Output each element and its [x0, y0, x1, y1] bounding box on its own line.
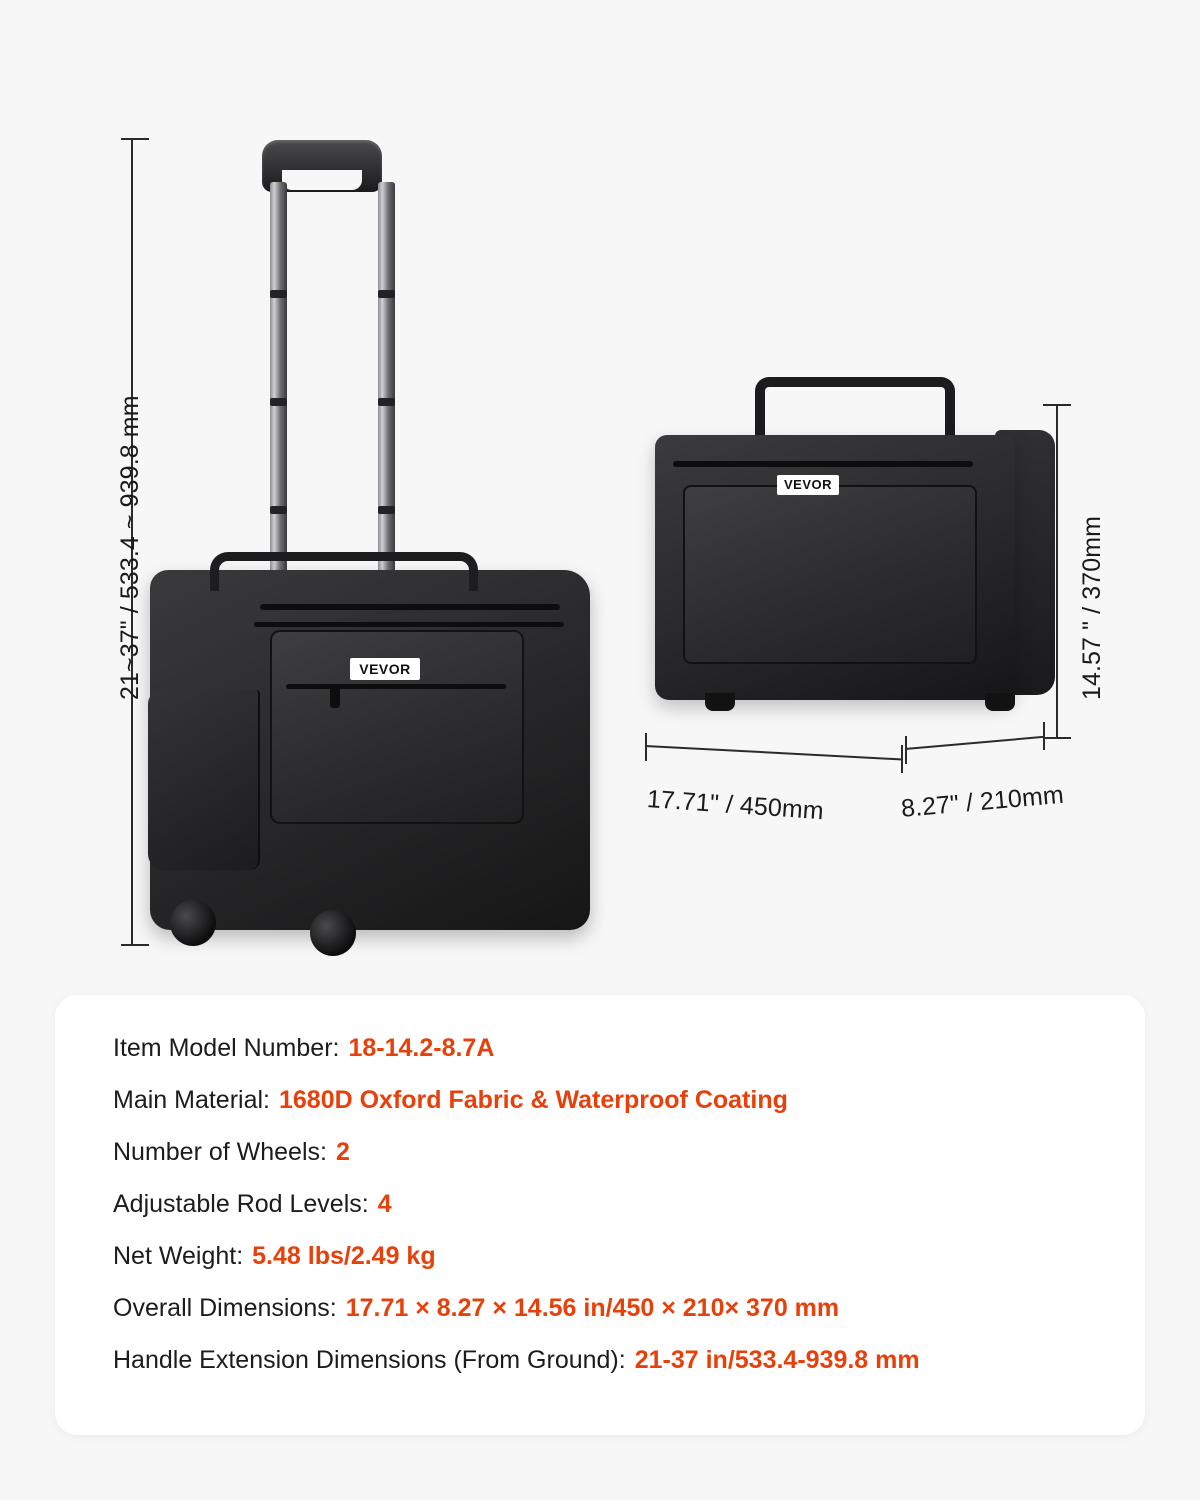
spec-label-rod-levels: Adjustable Rod Levels:	[113, 1190, 369, 1218]
luggage-body-front-right	[655, 435, 1015, 700]
spec-label-model-number: Item Model Number:	[113, 1034, 340, 1062]
side-height-tick-top	[1043, 404, 1071, 406]
depth-measure-line	[905, 736, 1045, 750]
height-dimension-label: 21~37" / 533.4 ~ 939.8 mm	[116, 395, 144, 700]
depth-tick-right	[1043, 722, 1045, 750]
carry-handle-strap	[210, 552, 478, 591]
side-height-dimension-label: 14.57 " / 370mm	[1078, 515, 1106, 700]
spec-row	[113, 1137, 1115, 1167]
spec-label-overall-dimensions: Overall Dimensions:	[113, 1294, 337, 1322]
depth-tick-left	[905, 736, 907, 764]
spec-value-model-number: 18-14.2-8.7A	[348, 1034, 495, 1062]
wheel-front	[310, 910, 356, 956]
spec-row	[113, 1033, 1115, 1063]
wheel-rear	[170, 900, 216, 946]
spec-value-rod-levels: 4	[377, 1190, 392, 1218]
spec-value-handle-extension: 21-37 in/533.4-939.8 mm	[634, 1346, 920, 1374]
front-pocket-zipper-pull	[330, 684, 340, 708]
specification-card	[55, 995, 1145, 1435]
spec-value-overall-dimensions: 17.71 × 8.27 × 14.56 in/450 × 210× 370 mm	[345, 1294, 840, 1322]
luggage-body-front	[150, 570, 590, 930]
side-pocket	[148, 690, 260, 870]
wheel-right-front	[985, 693, 1015, 711]
spec-label-net-weight: Net Weight:	[113, 1242, 244, 1270]
depth-dimension-label: 8.27" / 210mm	[900, 780, 1065, 823]
secondary-zipper	[254, 622, 564, 627]
spec-label-main-material: Main Material:	[113, 1086, 270, 1114]
spec-value-net-weight: 5.48 lbs/2.49 kg	[252, 1242, 436, 1270]
luggage-extended-illustration	[140, 130, 610, 960]
spec-row	[113, 1345, 1115, 1375]
spec-row	[113, 1241, 1115, 1271]
spec-label-handle-extension: Handle Extension Dimensions (From Ground):	[113, 1346, 626, 1374]
width-tick-left	[645, 733, 647, 761]
width-dimension-label: 17.71" / 450mm	[646, 785, 825, 826]
telescoping-rod-right	[378, 182, 395, 602]
main-zipper-right	[673, 461, 973, 467]
brand-badge: VEVOR	[350, 658, 420, 680]
width-tick-right	[901, 745, 903, 773]
spec-value-number-of-wheels: 2	[335, 1138, 350, 1166]
front-pocket-zipper	[286, 684, 506, 689]
brand-badge-right: VEVOR	[777, 475, 839, 495]
specification-list	[113, 1033, 1115, 1397]
spec-label-number-of-wheels: Number of Wheels:	[113, 1138, 327, 1166]
spec-row	[113, 1189, 1115, 1219]
telescoping-rod-left	[270, 182, 287, 602]
spec-row	[113, 1085, 1115, 1115]
main-zipper	[260, 604, 560, 610]
luggage-collapsed-illustration	[645, 375, 1065, 735]
side-height-tick-bottom	[1043, 737, 1071, 739]
spec-value-main-material: 1680D Oxford Fabric & Waterproof Coating	[279, 1086, 788, 1114]
side-height-measure-line	[1056, 404, 1058, 739]
front-pocket-right	[683, 485, 977, 664]
width-measure-line	[645, 745, 903, 760]
spec-row	[113, 1293, 1115, 1323]
wheel-right-rear	[705, 693, 735, 711]
